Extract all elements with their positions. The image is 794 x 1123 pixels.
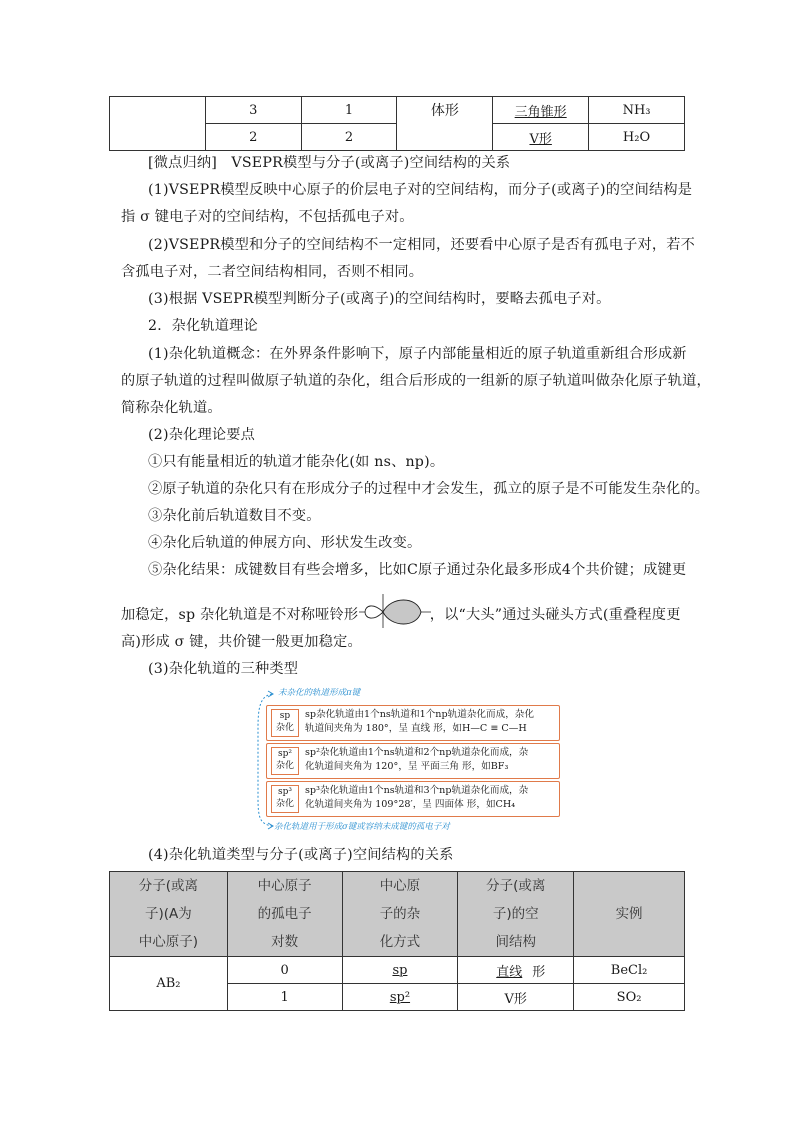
table-cell: 2: [205, 124, 301, 151]
section-heading: 2．杂化轨道理论: [148, 318, 258, 334]
table-cell: AB₂: [110, 957, 228, 1011]
sp3-label: sp³ 杂化: [271, 785, 299, 813]
table-cell: [342, 984, 458, 1011]
table-cell: [493, 124, 589, 151]
table-cell: [493, 97, 589, 124]
table-cell: NH₃: [589, 97, 685, 124]
header-cell: 实例: [574, 872, 685, 957]
point-3: ③杂化前后轨道数目不变。: [148, 508, 321, 524]
sp-dumbbell-figure: [363, 606, 425, 624]
table-cell: V形: [458, 984, 574, 1011]
table-cell: 2: [301, 124, 397, 151]
point-5-text-post: ，以“大头”通过头碰头方式(重叠程度更: [429, 607, 681, 623]
sp-orbital-icon: [359, 590, 433, 630]
point-5-text-pre: 加稳定，sp 杂化轨道是不对称哑铃形: [121, 607, 359, 623]
summary-p2b: 含孤电子对，二者空间结构相同，否则不相同。: [121, 264, 424, 280]
vsepr-table-continued: [109, 96, 685, 151]
table-cell: 体形: [397, 97, 493, 151]
header-cell: 分子(或离 子)(A为 中心原子): [110, 872, 228, 957]
summary-p2a: (2)VSEPR模型和分子的空间结构不一定相同，还要看中心原子是否有孤电子对，若不: [148, 237, 696, 253]
table-cell: BeCl₂: [574, 957, 685, 984]
definition-line-3: 简称杂化轨道。: [121, 400, 222, 416]
table-cell: 1: [301, 97, 397, 124]
sp2-row: [266, 743, 560, 779]
table-cell: 0: [227, 957, 342, 984]
answer-blank: sp²: [389, 989, 411, 1005]
summary-p3: (3)根据 VSEPR模型判断分子(或离子)的空间结构时，要略去孤电子对。: [148, 291, 611, 307]
summary-p1a: (1)VSEPR模型反映中心原子的价层电子对的空间结构，而分子(或离子)的空间结构是: [148, 182, 693, 198]
point-5-line-1: ⑤杂化结果：成键数目有些会增多，比如C原子通过杂化最多形成4个共价键；成键更: [148, 562, 687, 578]
table-row: [110, 97, 685, 124]
answer-blank: 三角锥形: [514, 104, 567, 120]
summary-title: [微点归纳] VSEPR模型与分子(或离子)空间结构的关系: [148, 155, 511, 171]
table-row: [110, 957, 685, 984]
table-cell: [110, 97, 206, 151]
sp-row: [266, 705, 560, 741]
sp2-description: sp²杂化轨道由1个ns轨道和2个np轨道杂化而成，杂 化轨道间夹角为 120°，呈 平面三角 形，如BF₃: [305, 747, 529, 772]
table-cell: [342, 957, 458, 984]
sp2-label: sp² 杂化: [271, 747, 299, 775]
header-cell: 分子(或离 子)的空 间结构: [458, 872, 574, 957]
point-2: ②原子轨道的杂化只有在形成分子的过程中才会发生，孤立的原子是不可能发生杂化的。: [148, 481, 710, 497]
header-cell: 中心原子 的孤电子 对数: [227, 872, 342, 957]
definition-line-2: 的原子轨道的过程叫做原子轨道的杂化，组合后形成的一组新的原子轨道叫做杂化原子轨道，: [121, 373, 711, 389]
points-title: (2)杂化理论要点: [148, 427, 256, 443]
relation-title: (4)杂化轨道类型与分子(或离子)空间结构的关系: [148, 847, 454, 863]
point-4: ④杂化后轨道的伸展方向、形状发生改变。: [148, 535, 422, 551]
table-cell: H₂O: [589, 124, 685, 151]
table-cell: 1: [227, 984, 342, 1011]
answer-blank: V形: [529, 131, 552, 147]
sp-label: sp 杂化: [271, 709, 299, 737]
answer-blank: 直线: [496, 964, 523, 980]
sp3-description: sp³杂化轨道由1个ns轨道和3个np轨道杂化而成，杂 化轨道间夹角为 109°28′，呈 四面体 形，如CH₄: [305, 785, 529, 810]
table-cell: 3: [205, 97, 301, 124]
table-cell: 直线 形: [458, 957, 574, 984]
point-5-line-3: 高)形成 σ 键，共价键一般更加稳定。: [121, 634, 362, 650]
answer-blank: sp: [392, 962, 408, 978]
header-cell: 中心原 子的杂 化方式: [342, 872, 458, 957]
summary-p1b: 指 σ 键电子对的空间结构，不包括孤电子对。: [121, 209, 414, 225]
types-title: (3)杂化轨道的三种类型: [148, 661, 299, 677]
definition-line-1: (1)杂化轨道概念：在外界条件影响下，原子内部能量相近的原子轨道重新组合形成新: [148, 346, 687, 362]
point-5-line-2: [121, 605, 681, 625]
table-cell: SO₂: [574, 984, 685, 1011]
sp-description: sp杂化轨道由1个ns轨道和1个np轨道杂化而成，杂化 轨道间夹角为 180°，呈 直线 形，如H—C ≡ C—H: [305, 709, 534, 734]
hybridization-types-diagram: [262, 686, 562, 834]
sp3-row: [266, 781, 560, 817]
hybridization-relation-table: [109, 871, 685, 1011]
point-1: ①只有能量相近的轨道才能杂化(如 ns、np)。: [148, 454, 445, 470]
table-header-row: [110, 872, 685, 957]
note-pi-bond: 未杂化的轨道形成π键: [278, 688, 361, 698]
note-sigma-bond: 杂化轨道用于形成σ键或容纳未成键的孤电子对: [274, 822, 450, 832]
